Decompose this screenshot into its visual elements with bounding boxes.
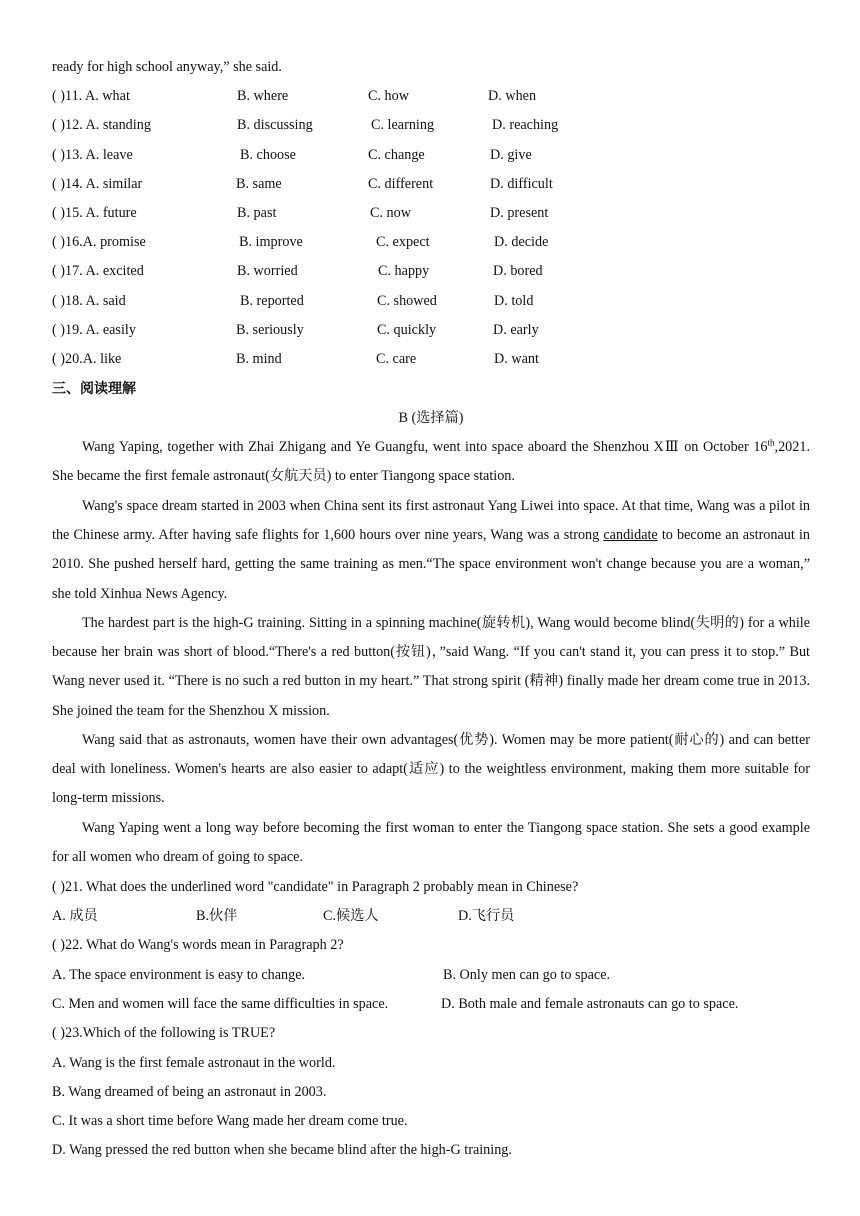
question-21-stem: ( )21. What does the underlined word "candidate" in Paragraph 2 probably mean in Chinese? — [52, 879, 579, 895]
continued-text: ready for high school anyway,” she said. — [52, 59, 282, 75]
option-d: D. decide — [494, 234, 549, 250]
question-21-options — [52, 907, 810, 925]
question-22-options-row2 — [52, 995, 810, 1013]
option-b: B. improve — [239, 234, 303, 250]
option-a: A. The space environment is easy to change. — [52, 967, 306, 983]
option-d: D. give — [490, 147, 532, 163]
option-a: A. 成员 — [52, 908, 98, 924]
option-b: B. same — [236, 176, 282, 192]
option-a: ( )11. A. what — [52, 88, 130, 104]
option-a: ( )16.A. promise — [52, 234, 146, 250]
option-b: B. reported — [240, 293, 304, 309]
question-22-stem: ( )22. What do Wang's words mean in Paragraph 2? — [52, 937, 344, 953]
question-row-17 — [52, 262, 810, 280]
option-d: D. reaching — [492, 117, 559, 133]
underlined-word: candidate — [603, 527, 658, 544]
option-d: D. when — [488, 88, 537, 104]
option-d: D. present — [490, 205, 549, 221]
option-a: ( )17. A. excited — [52, 263, 144, 279]
question-row-12 — [52, 116, 810, 134]
option-a: ( )20.A. like — [52, 351, 122, 367]
paragraph-3: The hardest part is the high-G training. Sitting in a spinning machine(旋转机), Wang would become blind(失明的) for a while because her brain was short of blood.“There's a red button(按钮)，”said Wang. “If you can't stand it, you can press it to stop.” But Wang never used it. “There is no such a red button in my heart.” That strong spirit (精神) finally made her dream come true in 2013. She joined the team for the Shenzhou X mission. — [52, 615, 810, 719]
option-a: ( )14. A. similar — [52, 176, 143, 192]
option-a: ( )15. A. future — [52, 205, 137, 221]
option-a: ( )13. A. leave — [52, 147, 133, 163]
option-c: C. change — [368, 147, 425, 163]
option-c: C. care — [376, 351, 417, 367]
option-b: B. worried — [237, 263, 298, 279]
option-b: B. where — [237, 88, 289, 104]
option-c: C. showed — [377, 293, 437, 309]
option-b: B. past — [237, 205, 277, 221]
option-d: D. told — [494, 293, 534, 309]
option-d: D.飞行员 — [458, 908, 515, 924]
option-d: D. bored — [493, 263, 543, 279]
section-heading: 三、阅读理解 — [52, 381, 136, 397]
question-row-16 — [52, 233, 810, 251]
question-row-14 — [52, 175, 810, 193]
question-23-stem: ( )23.Which of the following is TRUE? — [52, 1025, 276, 1041]
option-c: C. happy — [378, 263, 430, 279]
option-c: C. expect — [376, 234, 430, 250]
option-c: C. It was a short time before Wang made her dream come true. — [52, 1113, 408, 1129]
option-b: B. mind — [236, 351, 282, 367]
paragraph-5: Wang Yaping went a long way before becoming the first woman to enter the Tiangong space station. She sets a good example for all women who dream of going to space. — [52, 820, 810, 866]
option-d: D. Wang pressed the red button when she became blind after the high-G training. — [52, 1142, 512, 1158]
option-d: D. difficult — [490, 176, 553, 192]
option-b: B. Only men can go to space. — [443, 967, 611, 983]
option-a: ( )19. A. easily — [52, 322, 136, 338]
option-a: ( )18. A. said — [52, 293, 126, 309]
passage-title: B (选择篇) — [398, 410, 464, 426]
option-c: C. quickly — [377, 322, 437, 338]
question-22-options-row1 — [52, 966, 810, 984]
option-c: C. learning — [371, 117, 435, 133]
question-row-18 — [52, 292, 810, 310]
option-c: C. Men and women will face the same difficulties in space. — [52, 996, 389, 1012]
option-c: C. how — [368, 88, 409, 104]
option-b: B. Wang dreamed of being an astronaut in 2003. — [52, 1084, 327, 1100]
question-row-11 — [52, 87, 810, 105]
paragraph-4: Wang said that as astronauts, women have their own advantages(优势). Women may be more patient(耐心的) and can better deal with loneliness. Women's hearts are also easier to adapt(适应) to the weightless environment, making them more suitable for long-term missions. — [52, 732, 810, 807]
option-b: B. discussing — [237, 117, 313, 133]
option-a: A. Wang is the first female astronaut in the world. — [52, 1055, 336, 1071]
paragraph-2: Wang's space dream started in 2003 when China sent its first astronaut Yang Liwei into space. At that time, Wang was a pilot in the Chinese army. After having safe flights for 1,600 hours over nine years, Wang was a strong candidate to become an astronaut in 2010. She pushed herself hard, getting the same training as men.“The space environment won't change because you are a woman,” she told Xinhua News Agency. — [52, 498, 810, 602]
option-d: D. early — [493, 322, 539, 338]
question-row-19 — [52, 321, 810, 339]
option-b: B. choose — [240, 147, 296, 163]
question-row-20 — [52, 350, 810, 368]
option-b: B.伙伴 — [196, 908, 238, 924]
option-b: B. seriously — [236, 322, 304, 338]
question-row-13 — [52, 146, 810, 164]
option-c: C. now — [370, 205, 411, 221]
option-a: ( )12. A. standing — [52, 117, 151, 133]
option-d: D. want — [494, 351, 539, 367]
option-d: D. Both male and female astronauts can go to space. — [441, 996, 739, 1012]
paragraph-1: Wang Yaping, together with Zhai Zhigang and Ye Guangfu, went into space aboard the Shenzhou XⅢ on October 16th,2021. She became the first female astronaut(女航天员) to enter Tiangong space station. — [52, 437, 810, 485]
option-c: C.候选人 — [323, 908, 379, 924]
option-c: C. different — [368, 176, 434, 192]
question-row-15 — [52, 204, 810, 222]
